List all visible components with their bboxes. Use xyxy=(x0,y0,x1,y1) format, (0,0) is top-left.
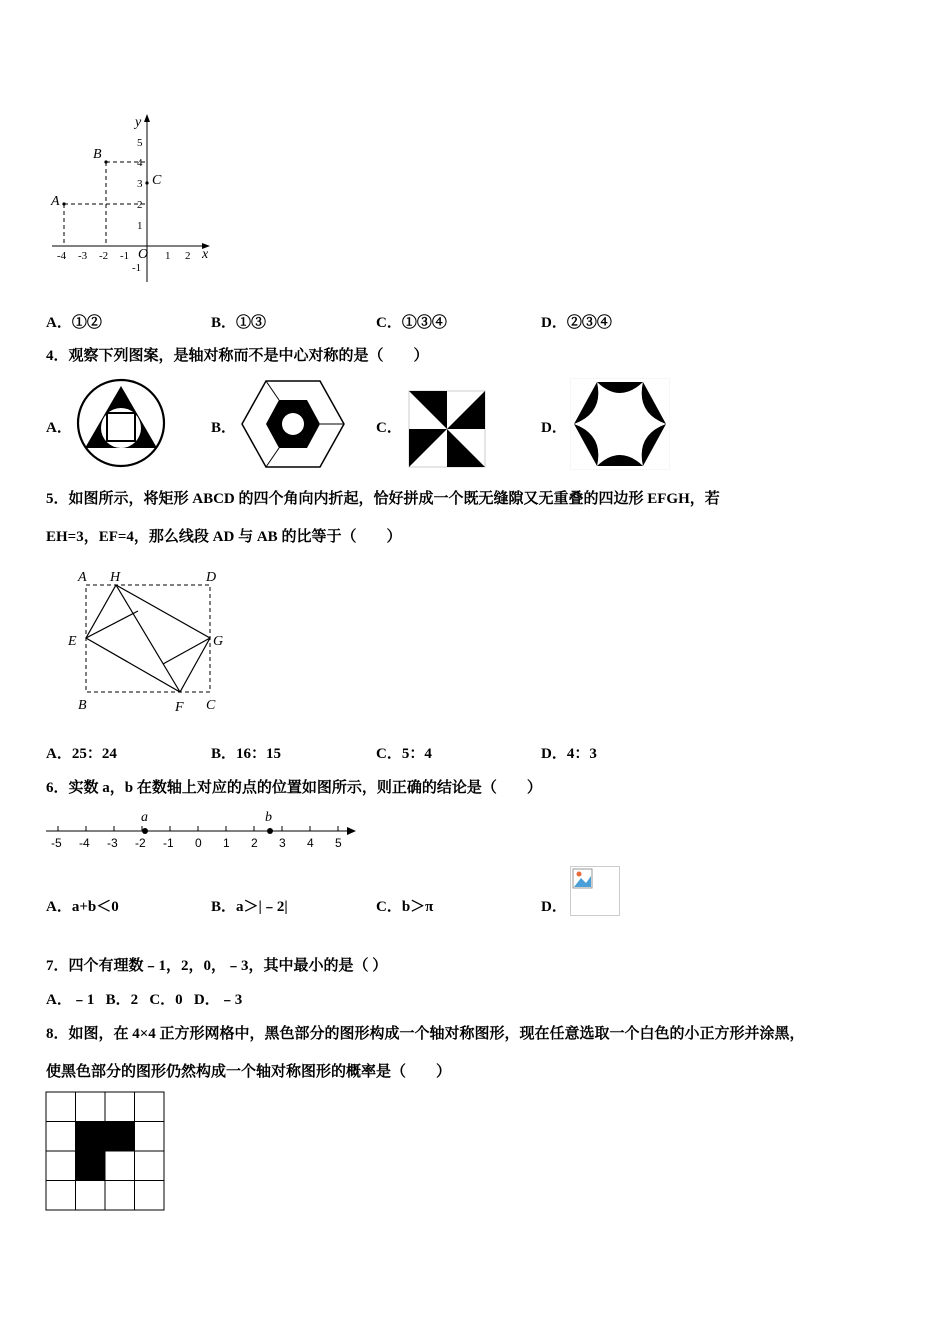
grid-cell-white xyxy=(135,1151,165,1181)
q6-number-line xyxy=(44,810,360,854)
q5-stem-line1: 5．如图所示，将矩形 ABCD 的四个角向内折起，恰好拼成一个既无缝隙又无重叠的四边形 EFGH，若 xyxy=(46,491,720,507)
grid-cell-white xyxy=(105,1151,135,1181)
y-tick: 1 xyxy=(137,220,143,232)
q3-option-b[interactable]: B．①③ xyxy=(211,315,267,331)
q4-figure-a xyxy=(74,376,168,470)
q6-stem: 6．实数 a，b 在数轴上对应的点的位置如图所示，则正确的结论是（ ） xyxy=(46,780,542,796)
q4-figure-c xyxy=(408,390,486,468)
number-line-arrow-icon xyxy=(347,827,356,835)
q4-option-d-label[interactable]: D． xyxy=(541,420,567,436)
point-a-label: A xyxy=(51,194,60,209)
label-a: A xyxy=(78,570,87,585)
label-b: B xyxy=(78,698,87,713)
grid-cell-white xyxy=(135,1122,165,1152)
number-line-tick-label: 2 xyxy=(251,836,258,850)
q7-stem: 7．四个有理数﹣1，2，0，﹣3，其中最小的是（ ） xyxy=(46,958,388,974)
number-line-tick-label: -3 xyxy=(107,836,118,850)
grid-cell-white xyxy=(46,1181,76,1211)
number-line-tick-label: -2 xyxy=(135,836,146,850)
x-tick: 2 xyxy=(185,250,191,262)
y-tick: -1 xyxy=(132,262,142,274)
point-c xyxy=(145,181,148,184)
number-line-tick-label: 5 xyxy=(335,836,342,850)
point-a xyxy=(62,202,65,205)
q5-option-d[interactable]: D．4：3 xyxy=(541,746,597,762)
point-a-label: a xyxy=(141,810,148,825)
label-f: F xyxy=(175,700,184,715)
grid-cell-white xyxy=(46,1151,76,1181)
point-a-dot xyxy=(142,828,148,834)
q4-option-c-label[interactable]: C． xyxy=(376,420,402,436)
grid-cell-white xyxy=(46,1092,76,1122)
x-tick: 1 xyxy=(165,250,171,262)
q6-option-b[interactable]: B．a＞|﹣2| xyxy=(211,899,288,915)
q8-stem-line2: 使黑色部分的图形仍然构成一个轴对称图形的概率是（ ） xyxy=(46,1064,452,1080)
y-axis-arrow-icon xyxy=(144,114,150,122)
grid-cell-white xyxy=(76,1092,106,1122)
q5-rectangle-figure xyxy=(60,563,230,718)
q6-option-c[interactable]: C．b＞π xyxy=(376,899,434,915)
q4-option-b-label[interactable]: B． xyxy=(211,420,237,436)
q5-option-a[interactable]: A．25：24 xyxy=(46,746,117,762)
label-e: E xyxy=(68,634,77,649)
coordinate-figure xyxy=(40,108,220,288)
grid-cell-white xyxy=(135,1092,165,1122)
label-c: C xyxy=(206,698,216,713)
label-g: G xyxy=(213,634,224,649)
label-d: D xyxy=(206,570,217,585)
grid-cell-white xyxy=(105,1181,135,1211)
broken-image-icon xyxy=(570,866,620,916)
point-b-label: b xyxy=(265,810,272,825)
q3-option-c[interactable]: C．①③④ xyxy=(376,315,447,331)
q4-figure-b xyxy=(240,378,346,470)
point-b-label: B xyxy=(93,147,102,162)
x-tick: -3 xyxy=(78,250,88,262)
q4-option-a-label[interactable]: A． xyxy=(46,420,72,436)
y-axis-label: y xyxy=(135,115,142,130)
q3-option-d[interactable]: D．②③④ xyxy=(541,315,612,331)
x-tick: -2 xyxy=(99,250,109,262)
point-b xyxy=(104,160,107,163)
q5-stem-line2: EH=3，EF=4，那么线段 AD 与 AB 的比等于（ ） xyxy=(46,529,402,545)
number-line-tick-label: -4 xyxy=(79,836,90,850)
y-tick: 5 xyxy=(137,137,143,149)
q8-stem-line1: 8．如图，在 4×4 正方形网格中，黑色部分的图形构成一个轴对称图形，现在任意选取一个白色的小正方形并涂黑， xyxy=(46,1026,805,1042)
q3-option-a[interactable]: A．①② xyxy=(46,315,102,331)
number-line-tick-label: -5 xyxy=(51,836,62,850)
y-tick: 2 xyxy=(137,199,143,211)
q6-option-a[interactable]: A．a+b＜0 xyxy=(46,899,119,915)
number-line-tick-label: 0 xyxy=(195,836,202,850)
q8-grid-figure xyxy=(45,1091,167,1213)
grid-cell-black xyxy=(76,1151,106,1181)
y-tick: 4 xyxy=(137,157,143,169)
grid-cell-black xyxy=(105,1122,135,1152)
y-tick: 3 xyxy=(137,178,143,190)
grid-cell-white xyxy=(46,1122,76,1152)
number-line-tick-label: 1 xyxy=(223,836,230,850)
grid-cell-white xyxy=(76,1181,106,1211)
number-line-tick-label: 3 xyxy=(279,836,286,850)
q4-figure-d xyxy=(570,378,670,470)
point-b-dot xyxy=(267,828,273,834)
x-tick: -1 xyxy=(120,250,130,262)
q6-option-d[interactable]: D． xyxy=(541,899,567,915)
grid-cell-black xyxy=(76,1122,106,1152)
number-line-tick-label: 4 xyxy=(307,836,314,850)
x-tick: -4 xyxy=(57,250,67,262)
number-line-tick-label: -1 xyxy=(163,836,174,850)
q7-options[interactable]: A．﹣1 B．2 C．0 D．﹣3 xyxy=(46,992,243,1008)
q5-option-c[interactable]: C．5：4 xyxy=(376,746,432,762)
point-c-label: C xyxy=(152,173,162,188)
q5-option-b[interactable]: B．16：15 xyxy=(211,746,282,762)
origin-label: O xyxy=(138,247,149,262)
label-h: H xyxy=(110,570,121,585)
grid-cell-white xyxy=(135,1181,165,1211)
grid-cell-white xyxy=(105,1092,135,1122)
q4-stem: 4．观察下列图案，是轴对称而不是中心对称的是（ ） xyxy=(46,348,429,364)
x-axis-label: x xyxy=(202,247,209,262)
